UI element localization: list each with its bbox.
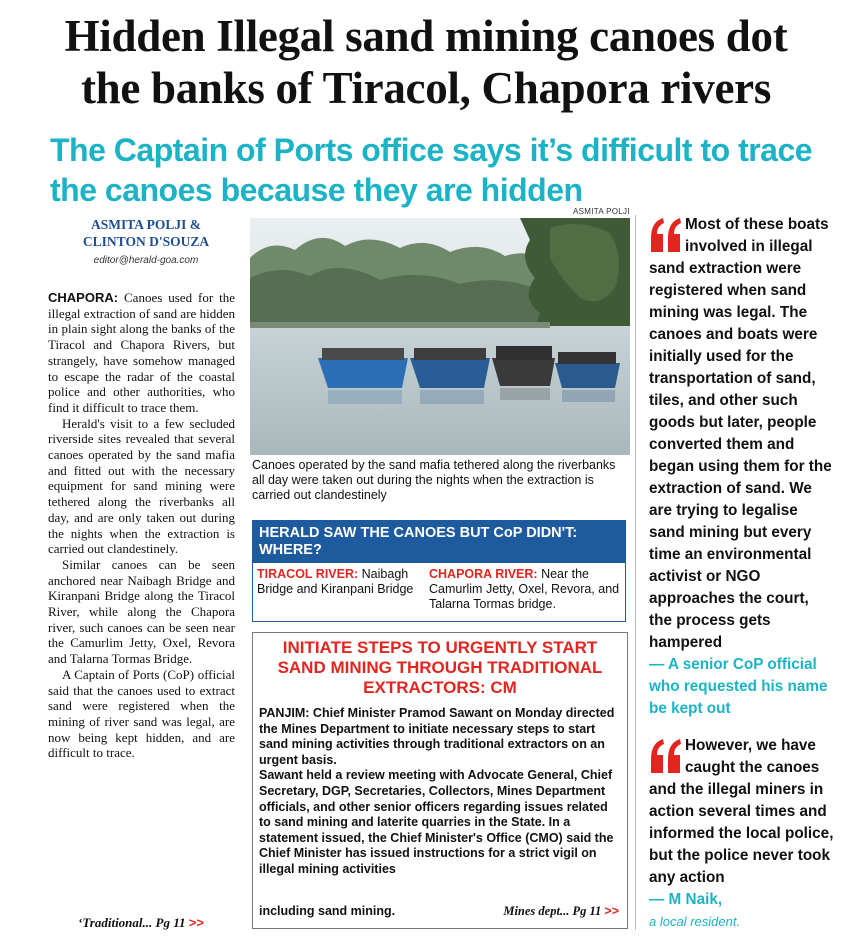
cm-directive-paragraph-2: Sawant held a review meeting with Advocate General, Chief Secretary, DGP, Secretaries, Collectors, Mines Department officials, and other senior officers regarding issues related to sand mining and laterite quarries in the State. In a statement issued, the Chief Minister's Office (CMO) said the Chief Minister has issued instructions for a strict vigil on illegal mining activities	[259, 768, 614, 876]
story-jump-link[interactable]	[78, 915, 204, 931]
story-p1-text: Canoes used for the illegal extraction of sand are hidden in plain sight along the banks of the Tiracol and Chapora Rivers, but strangely, have somehow managed to escape the radar of the coastal police and other authorities, who find it difficult to trace them.	[48, 290, 236, 415]
cm-directive-paragraph-1: PANJIM: Chief Minister Pramod Sawant on Monday directed the Mines Department to initiate necessary steps to start sand mining activities through traditional extractors on an urgent basis.	[259, 706, 615, 767]
headline-line-1: Hidden Illegal sand mining canoes dot	[64, 11, 788, 61]
canoes-photo	[250, 218, 630, 455]
pull-quote-2-attribution-detail: a local resident.	[649, 914, 741, 929]
story-paragraph-1	[48, 290, 235, 416]
story-paragraph-4: A Captain of Ports (CoP) official said that the canoes used to extract sand were registered when the mining of river sand was legal, are now being kept hidden, and are difficult to trace.	[48, 666, 235, 761]
pull-quote-2	[649, 735, 834, 933]
chapora-text: Near the Camurlim Jetty, Oxel, Revora, and Talarna Tormas bridge.	[429, 567, 620, 611]
tiracol-text: Naibagh Bridge and Kiranpani Bridge	[257, 567, 414, 596]
cm-directive-title: INITIATE STEPS TO URGENTLY START SAND MINING THROUGH TRADITIONAL EXTRACTORS: CM	[277, 638, 603, 697]
quote-mark-icon	[649, 216, 683, 254]
cm-jump-text: Mines dept... Pg 11	[503, 904, 602, 918]
byline-author-1: ASMITA POLJI &	[90, 217, 201, 232]
photo-caption: Canoes operated by the sand mafia tethered along the riverbanks all day were taken out during the nights when the extraction is carried out clandestinely	[252, 458, 616, 502]
byline	[66, 216, 226, 269]
pull-quote-2-attribution: — M Naik,	[649, 891, 723, 908]
story-paragraph-3: Similar canoes can be seen anchored near Naibagh Bridge and Kiranpani Bridge along the Tiracol River, while along the Chapora river, such canoes can be seen near the Camurlim Jetty, Oxel, Revora and Talarna Tormas Bridge.	[48, 556, 235, 667]
jump-arrow-icon: >>	[188, 915, 204, 930]
cm-directive-jump-link[interactable]	[503, 904, 619, 919]
pull-quote-1-attribution: — A senior CoP official who requested his name be kept out	[649, 656, 828, 717]
story-jump-text: ‘Traditional... Pg 11	[78, 915, 186, 930]
canoe-locations-box	[252, 520, 626, 622]
tiracol-location	[257, 567, 417, 612]
headline	[0, 10, 852, 114]
canoe-locations-title: HERALD SAW THE CANOES BUT CoP DIDN'T: WHERE?	[253, 521, 625, 563]
story-paragraph-2: Herald's visit to a few secluded riverside sites revealed that several canoes operated by the sand mafia and fitted out with the necessary equipment for sand mining were tethered along the riverbanks all day, and are only taken out during the nights when the extraction is carried out clandestinely.	[48, 415, 235, 557]
cm-directive-last-line: including sand mining.	[259, 904, 396, 918]
pull-quote-2-text: However, we have caught the canoes and the illegal miners in action several times and informed the local police, but the police never took any action	[649, 737, 834, 886]
chapora-label: CHAPORA RIVER:	[429, 567, 538, 581]
byline-email: editor@herald-goa.com	[93, 255, 199, 266]
byline-author-2: CLINTON D'SOUZA	[82, 234, 210, 249]
quote-mark-icon	[649, 737, 683, 775]
tiracol-label: TIRACOL RIVER:	[257, 567, 359, 581]
dateline: CHAPORA:	[48, 290, 119, 305]
jump-arrow-icon: >>	[604, 904, 619, 918]
column-divider	[635, 215, 636, 930]
pull-quote-1-text: Most of these boats involved in illegal sand extraction were registered when sand mining was legal. The canoes and boats were initially used for the transportation of sand, tiles, and other such goods but later, people converted them and began using them for the extraction of sand. We are trying to legalise sand mining but every time an environmental activist or NGO approaches the court, the process gets hampered	[649, 216, 832, 651]
photo-credit: ASMITA POLJI	[573, 207, 630, 216]
pull-quote-1	[649, 214, 834, 720]
cm-directive-box	[252, 632, 628, 929]
headline-line-2: the banks of Tiracol, Chapora rivers	[80, 63, 772, 113]
canoes-photo-illustration	[250, 218, 630, 455]
story-body	[48, 290, 235, 761]
chapora-location	[429, 567, 621, 612]
subheadline: The Captain of Ports office says it’s difficult to trace the canoes because they are hidden	[50, 132, 813, 208]
